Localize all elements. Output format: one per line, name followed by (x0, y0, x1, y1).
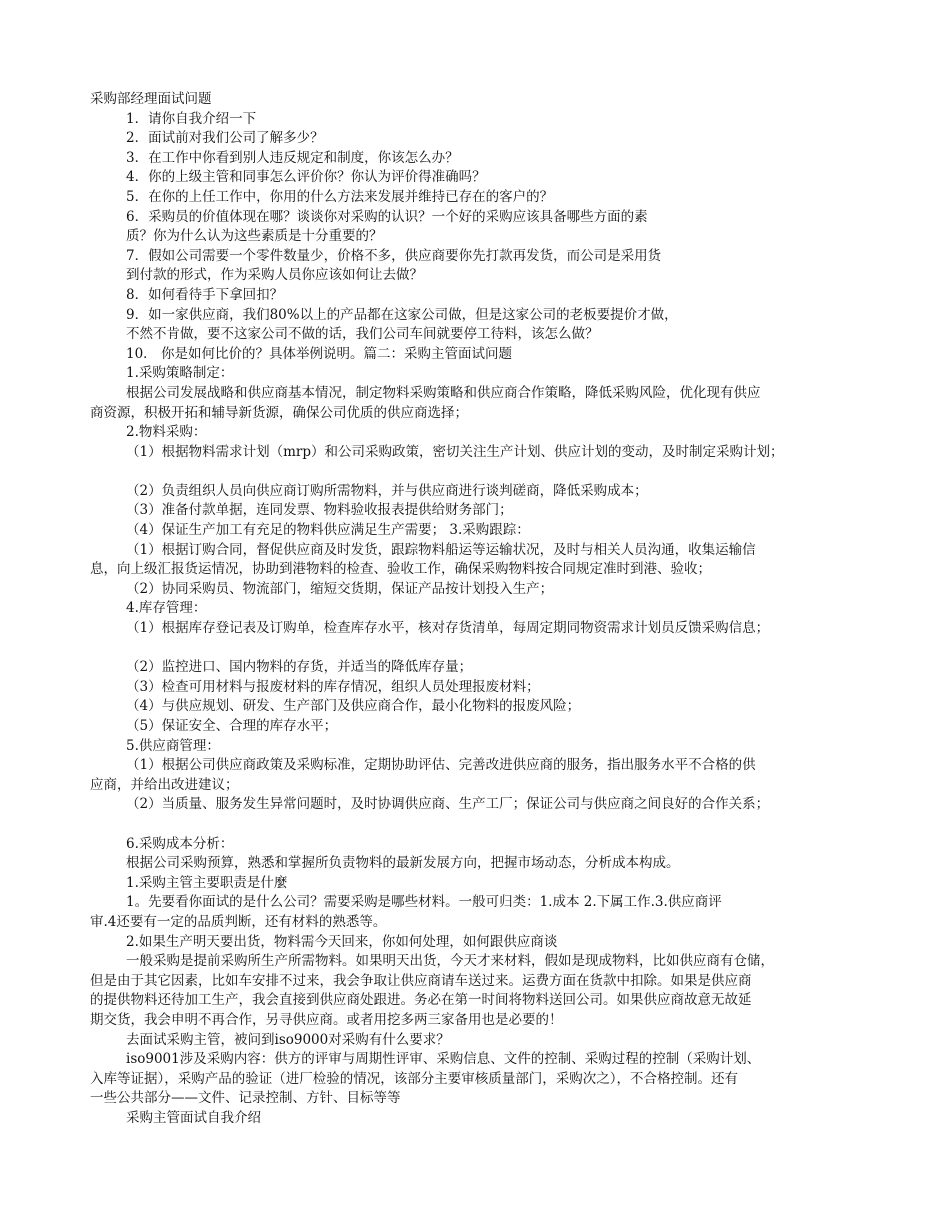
text-line: （4）与供应规划、研发、生产部门及供应商合作，最小化物料的报废风险； (126, 698, 581, 715)
text-line: （3）检查可用材料与报废材料的库存情况，组织人员处理报废材料； (126, 678, 540, 695)
text-line: 8．如何看待手下拿回扣？ (126, 286, 284, 303)
text-line: 10． 你是如何比价的？具体举例说明。篇二：采购主管面试问题 (126, 345, 512, 362)
text-line: （1）根据物料需求计划（mrp）和公司采购政策，密切关注生产计划、供应计划的变动，及时制定采购计划； (126, 443, 784, 460)
text-line: 2.物料采购： (126, 424, 207, 441)
text-line: 的提供物料还待加工生产，我会直接到供应商处跟进。务必在第一时间将物料送回公司。如果供应商故意无故延 (90, 992, 752, 1009)
text-line: 6.采购成本分析： (126, 835, 234, 852)
text-line: 应商，并给出改进建议； (90, 776, 239, 793)
text-line: 根据公司采购预算，熟悉和掌握所负责物料的最新发展方向，把握市场动态，分析成本构成。 (126, 855, 680, 872)
text-line: 2．面试前对我们公司了解多少？ (126, 130, 324, 147)
text-line: （5）保证安全、合理的库存水平； (126, 718, 338, 734)
text-line: 但是由于其它因素，比如车安排不过来，我会争取让供应商请车送过来。运费方面在货款中扣除。如果是供应商 (90, 972, 752, 989)
text-line: 5．在你的上任工作中，你用的什么方法来发展并维持已存在的客户的？ (126, 188, 554, 205)
text-line: 期交货，我会申明不再合作，另寻供应商。或者用挖多两三家备用也是必要的！ (90, 1011, 563, 1028)
text-line: （1）根据库存登记表及订购单，检查库存水平，核对存货清单，每周定期同物资需求计划员反馈采购信息； (126, 620, 770, 637)
text-line: 1.采购策略制定： (126, 365, 234, 382)
text-line: 到付款的形式，作为采购人员你应该如何让去做？ (126, 267, 423, 284)
text-line: 去面试采购主管，被问到iso9000对采购有什么要求？ (126, 1031, 450, 1048)
text-line: （4）保证生产加工有充足的物料供应满足生产需要； 3.采购跟踪： (126, 522, 530, 539)
text-line: 4．你的上级主管和同事怎么评价你？你认为评价得准确吗？ (126, 169, 486, 186)
text-line: 一些公共部分——文件、记录控制、方针、目标等等 (90, 1090, 401, 1107)
blank-line (90, 639, 870, 659)
blank-line (90, 462, 870, 482)
text-line: 质？你为什么认为这些素质是十分重要的？ (126, 228, 383, 245)
text-line: 7．假如公司需要一个零件数量少，价格不多，供应商要你先打款再发货，而公司是采用货 (126, 247, 662, 264)
blank-line (90, 815, 870, 835)
text-line: （2）协同采购员、物流部门，缩短交货期，保证产品按计划投入生产； (126, 580, 554, 597)
text-line: 采购主管面试自我介绍 (126, 1109, 261, 1126)
text-line: 6．采购员的价值体现在哪？谈谈你对采购的认识？一个好的采购应该具备哪些方面的素 (126, 208, 648, 225)
text-line: 息，向上级汇报货运情况，协助到港物料的检查、验收工作，确保采购物料按合同规定准时到港、验收； (90, 561, 711, 578)
text-line: 1。先要看你面试的是什么公司？需要采购是哪些材料。一般可归类：1.成本 2.下属工作.3.供应商评 (126, 894, 722, 911)
text-line: 2.如果生产明天要出货，物料需今天回来，你如何处理，如何跟供应商谈 (126, 933, 558, 950)
text-line: 根据公司发展战略和供应商基本情况，制定物料采购策略和供应商合作策略，降低采购风险，优化现有供应 (126, 384, 761, 401)
text-line: （2）当质量、服务发生异常问题时，及时协调供应商、生产工厂；保证公司与供应商之间良好的合作关系； (126, 796, 770, 813)
text-line: 商资源，积极开拓和辅导新货源，确保公司优质的供应商选择； (90, 404, 468, 421)
text-line: iso9001涉及采购内容：供方的评审与周期性评审、采购信息、文件的控制、采购过程的控制（采购计划、 (126, 1051, 761, 1068)
text-line: 9．如一家供应商，我们80%以上的产品都在这家公司做，但是这家公司的老板要提价才做， (126, 306, 678, 323)
text-line: 5.供应商管理： (126, 737, 220, 754)
text-line: （3）准备付款单据，连同发票、物料验收报表提供给财务部门； (126, 502, 513, 519)
text-line: 1．请你自我介绍一下 (126, 110, 257, 127)
text-line: （1）根据公司供应商政策及采购标准，定期协助评估、完善改进供应商的服务，指出服务水平不合格的供 (126, 757, 756, 774)
text-line: 不然不肯做，要不这家公司不做的话，我们公司车间就要停工待料，该怎么做？ (126, 326, 599, 343)
text-line: （2）负责组织人员向供应商订购所需物料，并与供应商进行谈判磋商，降低采购成本； (126, 482, 648, 499)
text-line: （1）根据订购合同，督促供应商及时发货，跟踪物料船运等运输状况，及时与相关人员沟通，收集运输信 (126, 541, 756, 558)
text-line: 一般采购是提前采购所生产所需物料。如果明天出货，今天才来材料，假如是现成物料，比如供应商有仓储， (126, 953, 774, 970)
text-line: 4.库存管理： (126, 600, 207, 617)
text-line: 入库等证据），采购产品的验证（进厂检验的情况，该部分主要审核质量部门，采购次之），不合格控制。还有 (90, 1070, 738, 1087)
document-title: 采购部经理面试问题 (90, 91, 212, 107)
text-line: 审.4还要有一定的品质判断，还有材料的熟悉等。 (90, 913, 387, 930)
text-line: 1.采购主管主要职责是什麼 (126, 874, 288, 891)
text-line: 3．在工作中你看到别人违反规定和制度，你该怎么办？ (126, 149, 459, 166)
text-line: （2）监控进口、国内物料的存货，并适当的降低库存量； (126, 659, 473, 676)
